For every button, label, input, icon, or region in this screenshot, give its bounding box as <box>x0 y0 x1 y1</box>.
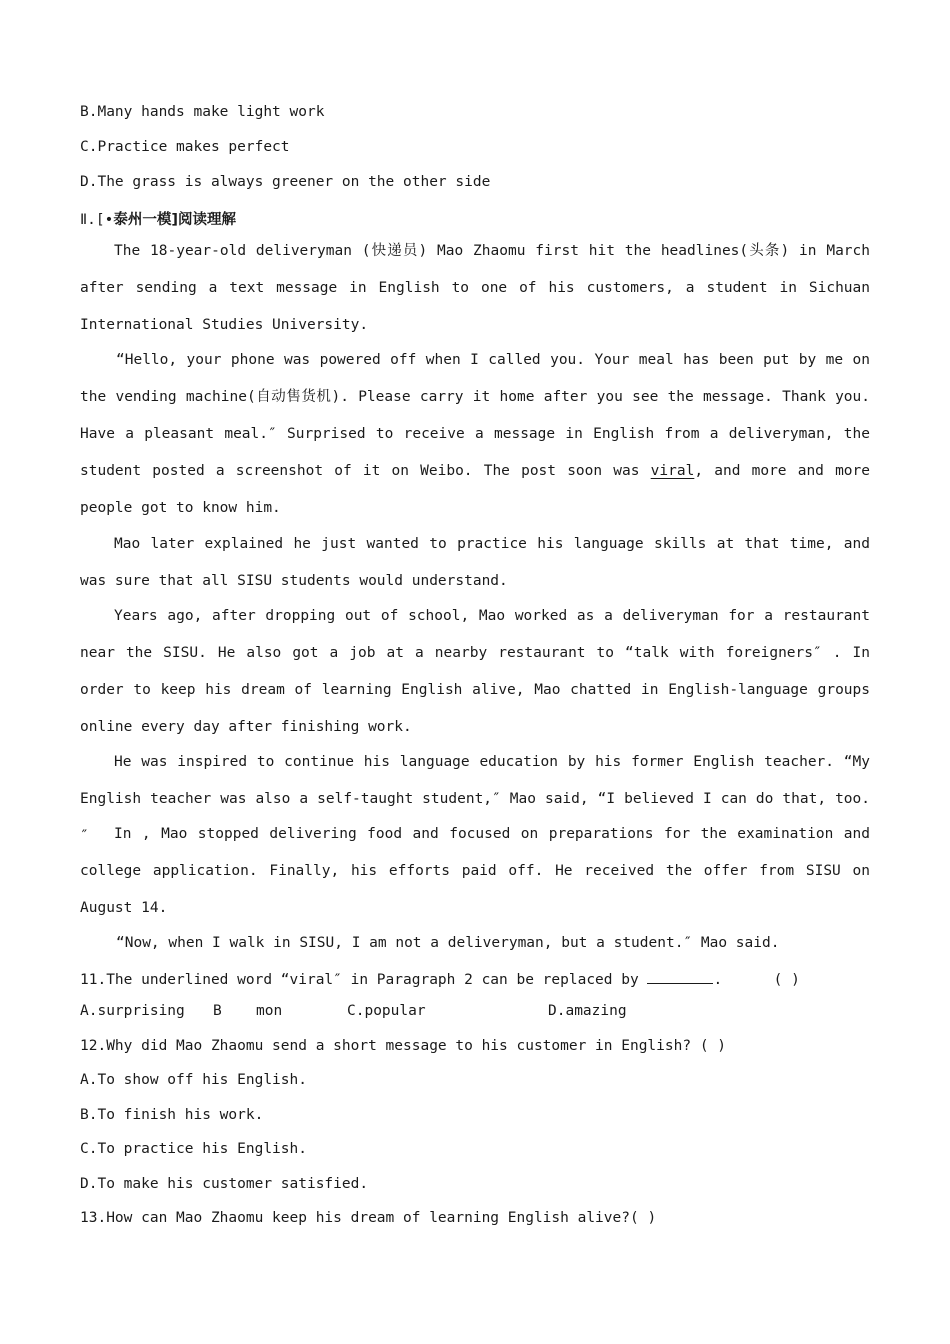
q11-option-c: C.popular <box>347 1003 426 1019</box>
question-12-paren: ( ) <box>699 1038 727 1054</box>
q11-option-b: B <box>213 1003 222 1019</box>
question-12-stem: 12.Why did Mao Zhaomu send a short message to his customer in English? <box>80 1038 692 1054</box>
answer-blank <box>647 969 713 984</box>
passage-paragraph-1: The 18-year-old deliveryman (快递员) Mao Zhaomu first hit the headlines(头条) in March after sending a text message in English to one of his customers, a student in Sichuan International Studies University. <box>80 243 870 333</box>
passage-paragraph-6: In , Mao stopped delivering food and focused on preparations for the examination and college application. Finally, his efforts paid off. He received the offer from SISU on August 14. <box>80 826 870 916</box>
section-prefix: Ⅱ.[• <box>80 212 114 228</box>
option-d: D.The grass is always greener on the other side <box>80 174 491 190</box>
question-11 <box>80 969 800 988</box>
section-heading <box>80 208 236 229</box>
passage-paragraph-5: He was inspired to continue his language education by his former English teacher. “My English teacher was also a self-taught student,″ Mao said, “I believed I can do that, too.″ <box>80 754 870 844</box>
passage-paragraph-4: Years ago, after dropping out of school, Mao worked as a deliveryman for a restaurant near the SISU. He also got a job at a nearby restaurant to “talk with foreigners″ . In order to keep his dream of learning English alive, Mao chatted in English-language groups online every day after finishing work. <box>80 608 870 735</box>
q12-option-b: B.To finish his work. <box>80 1107 264 1123</box>
q12-option-c: C.To practice his English. <box>80 1141 307 1157</box>
option-c: C.Practice makes perfect <box>80 139 290 155</box>
question-11-end: . <box>713 972 723 988</box>
q12-option-a: A.To show off his English. <box>80 1072 307 1088</box>
question-12 <box>80 1038 726 1054</box>
question-13-paren: ( ) <box>629 1210 657 1226</box>
passage-paragraph-3: Mao later explained he just wanted to practice his language skills at that time, and was sure that all SISU students would understand. <box>80 536 870 589</box>
question-13 <box>80 1210 656 1226</box>
section-title: 泰州一模]阅读理解 <box>113 212 236 228</box>
q11-option-b-text: mon <box>256 1003 283 1019</box>
question-13-stem: 13.How can Mao Zhaomu keep his dream of learning English alive? <box>80 1210 630 1226</box>
paragraph-2-text-after: , and more and more people got to know him. <box>80 463 870 516</box>
paragraph-2-text-before: “Hello, your phone was powered off when I called you. Your meal has been put by me on the vending machine(自动售货机). Please carry it home after you see the message. Thank you. Have a pleasant meal.″ Surprised to receive a message in English from a deliveryman, the student posted a screenshot of it on Weibo. The post soon was <box>80 352 870 479</box>
underlined-word-viral: viral <box>650 463 695 479</box>
question-11-stem: 11.The underlined word “viral″ in Paragraph 2 can be replaced by <box>80 972 639 988</box>
q11-option-a: A.surprising <box>80 1003 185 1019</box>
q12-option-d: D.To make his customer satisfied. <box>80 1176 369 1192</box>
option-b: B.Many hands make light work <box>80 104 325 120</box>
question-11-paren: ( ) <box>773 972 800 988</box>
passage-paragraph-2 <box>80 342 870 527</box>
passage-paragraph-7: “Now, when I walk in SISU, I am not a deliveryman, but a student.″ Mao said. <box>116 935 780 951</box>
q11-option-d: D.amazing <box>548 1003 627 1019</box>
